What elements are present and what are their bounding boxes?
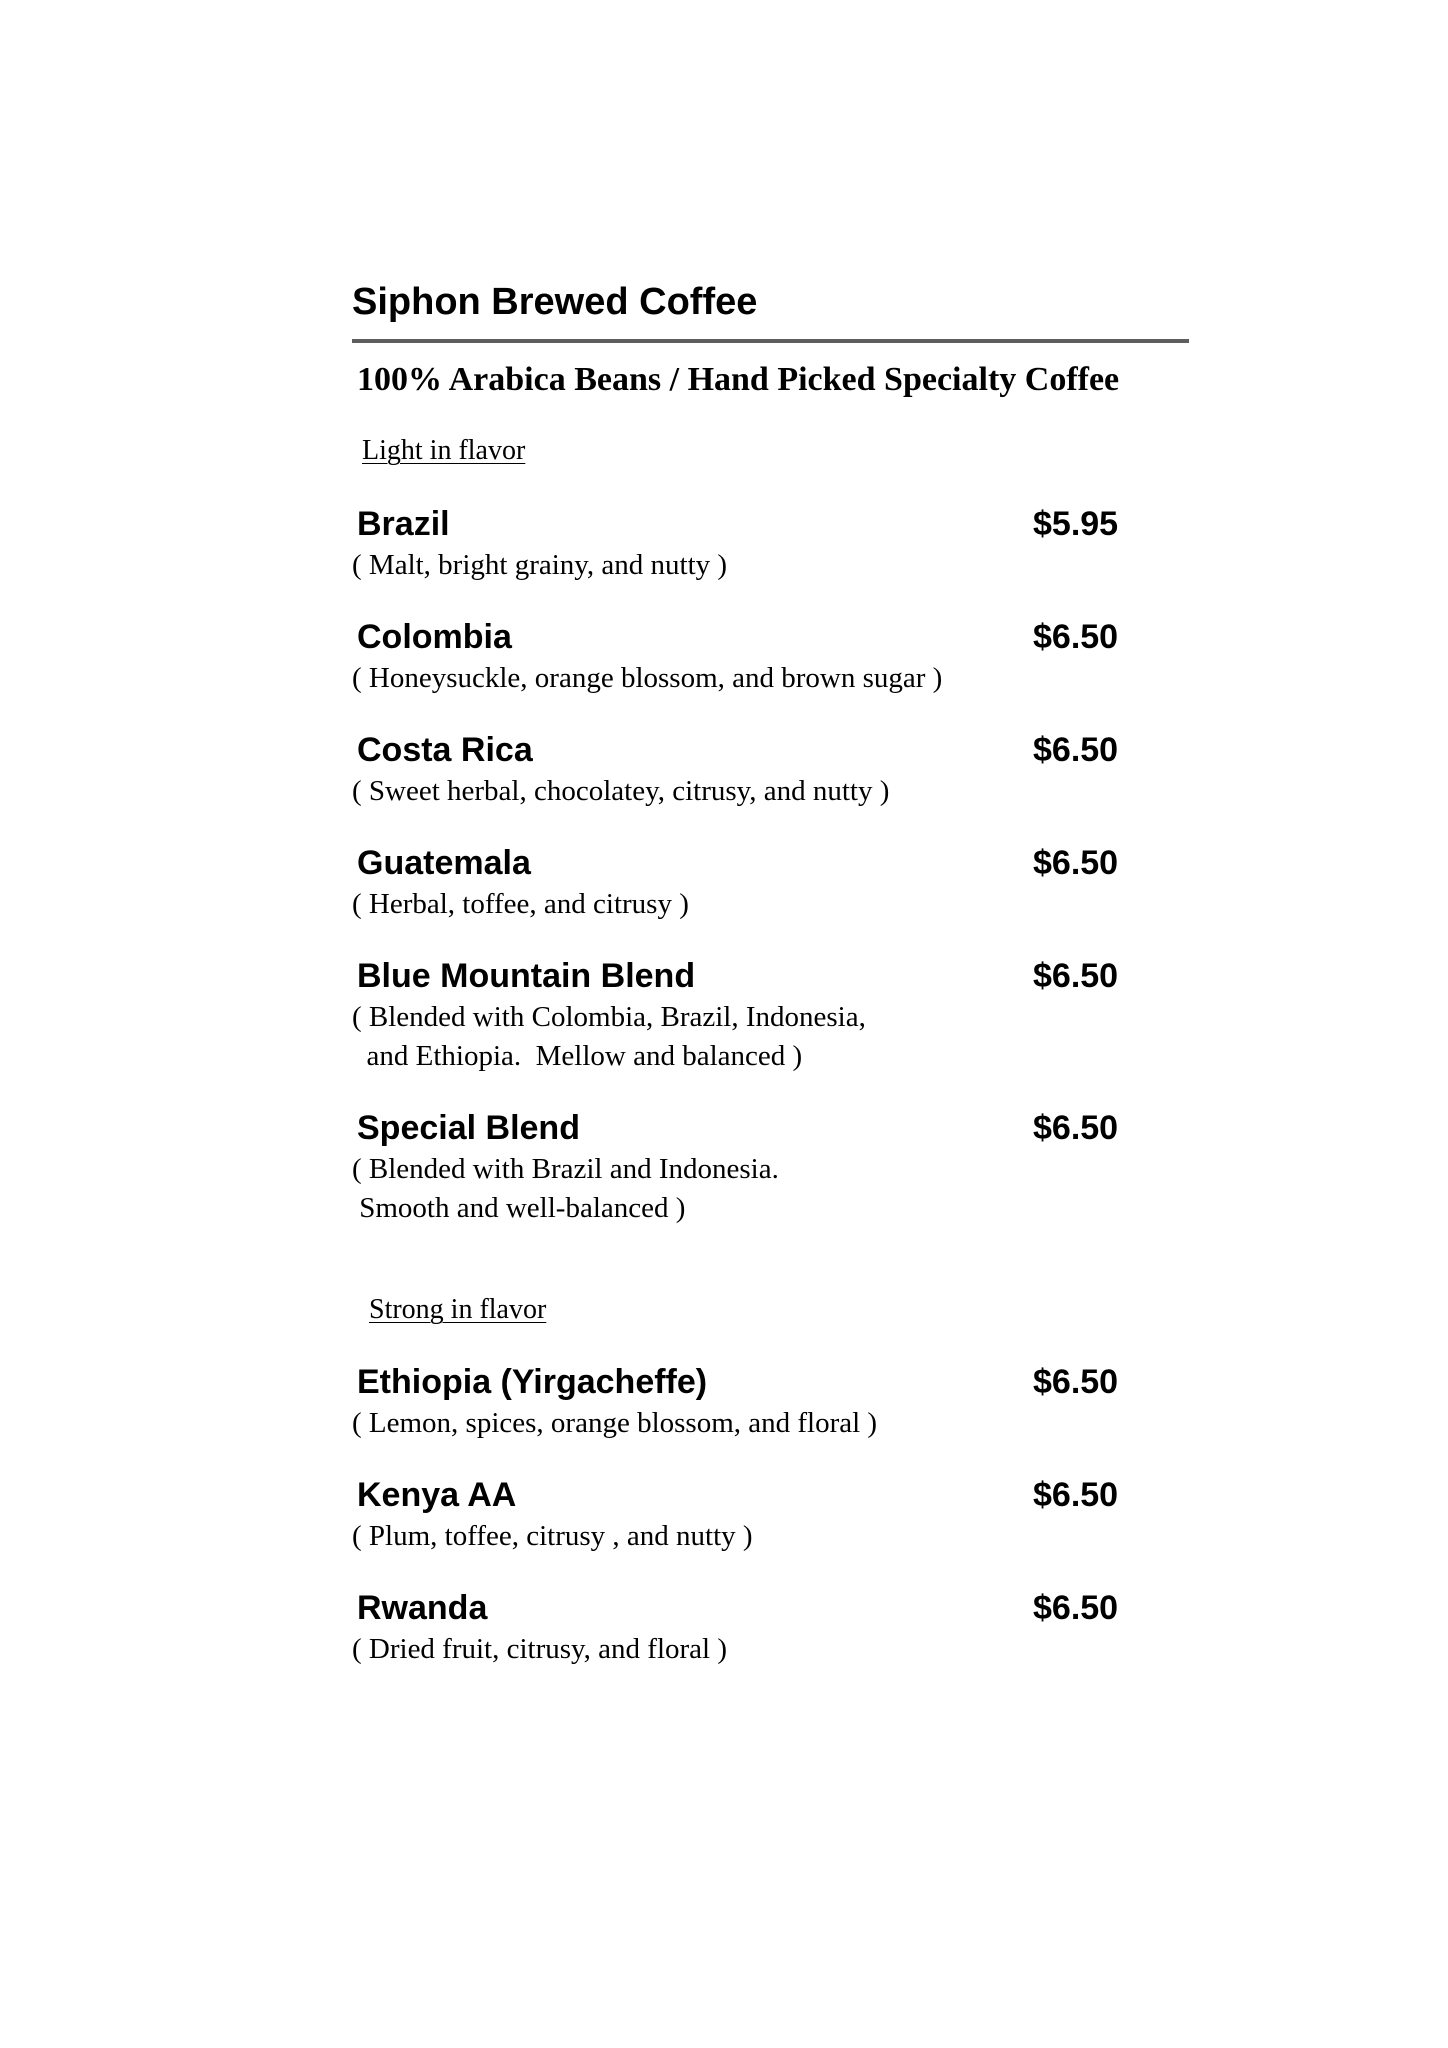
item-description: ( Blended with Colombia, Brazil, Indonesia, and Ethiopia. Mellow and balanced ) (352, 1001, 866, 1072)
section-label-light: Light in flavor (362, 435, 526, 466)
item-name: Colombia (357, 618, 512, 656)
item-name: Costa Rica (357, 731, 533, 769)
item-price: $6.50 (1033, 618, 1119, 656)
item-price: $6.50 (1033, 1476, 1119, 1514)
item-price: $6.50 (1033, 957, 1119, 995)
item-price: $6.50 (1033, 844, 1119, 882)
item-price: $6.50 (1033, 1363, 1119, 1401)
item-price: $6.50 (1033, 731, 1119, 769)
item-name: Brazil (357, 505, 450, 543)
item-name: Kenya AA (357, 1476, 517, 1514)
item-description: ( Blended with Brazil and Indonesia. Smooth and well-balanced ) (352, 1153, 779, 1224)
item-description: ( Lemon, spices, orange blossom, and floral ) (352, 1407, 878, 1439)
item-description: ( Herbal, toffee, and citrusy ) (352, 888, 689, 920)
section-label-strong: Strong in flavor (369, 1294, 547, 1325)
item-name: Special Blend (357, 1109, 580, 1147)
item-price: $5.95 (1033, 505, 1119, 543)
item-name: Guatemala (357, 844, 531, 882)
item-description: ( Plum, toffee, citrusy , and nutty ) (352, 1520, 753, 1552)
item-price: $6.50 (1033, 1589, 1119, 1627)
item-name: Rwanda (357, 1589, 488, 1627)
title-divider (352, 339, 1189, 343)
item-description: ( Dried fruit, citrusy, and floral ) (352, 1633, 727, 1665)
menu-title: Siphon Brewed Coffee (352, 281, 758, 323)
item-description: ( Malt, bright grainy, and nutty ) (352, 549, 728, 581)
item-description: ( Sweet herbal, chocolatey, citrusy, and nutty ) (352, 775, 890, 807)
item-description: ( Honeysuckle, orange blossom, and brown sugar ) (352, 662, 943, 694)
menu-subtitle: 100% Arabica Beans / Hand Picked Specialty Coffee (357, 361, 1120, 398)
item-name: Ethiopia (Yirgacheffe) (357, 1363, 708, 1401)
item-name: Blue Mountain Blend (357, 957, 696, 995)
item-price: $6.50 (1033, 1109, 1119, 1147)
